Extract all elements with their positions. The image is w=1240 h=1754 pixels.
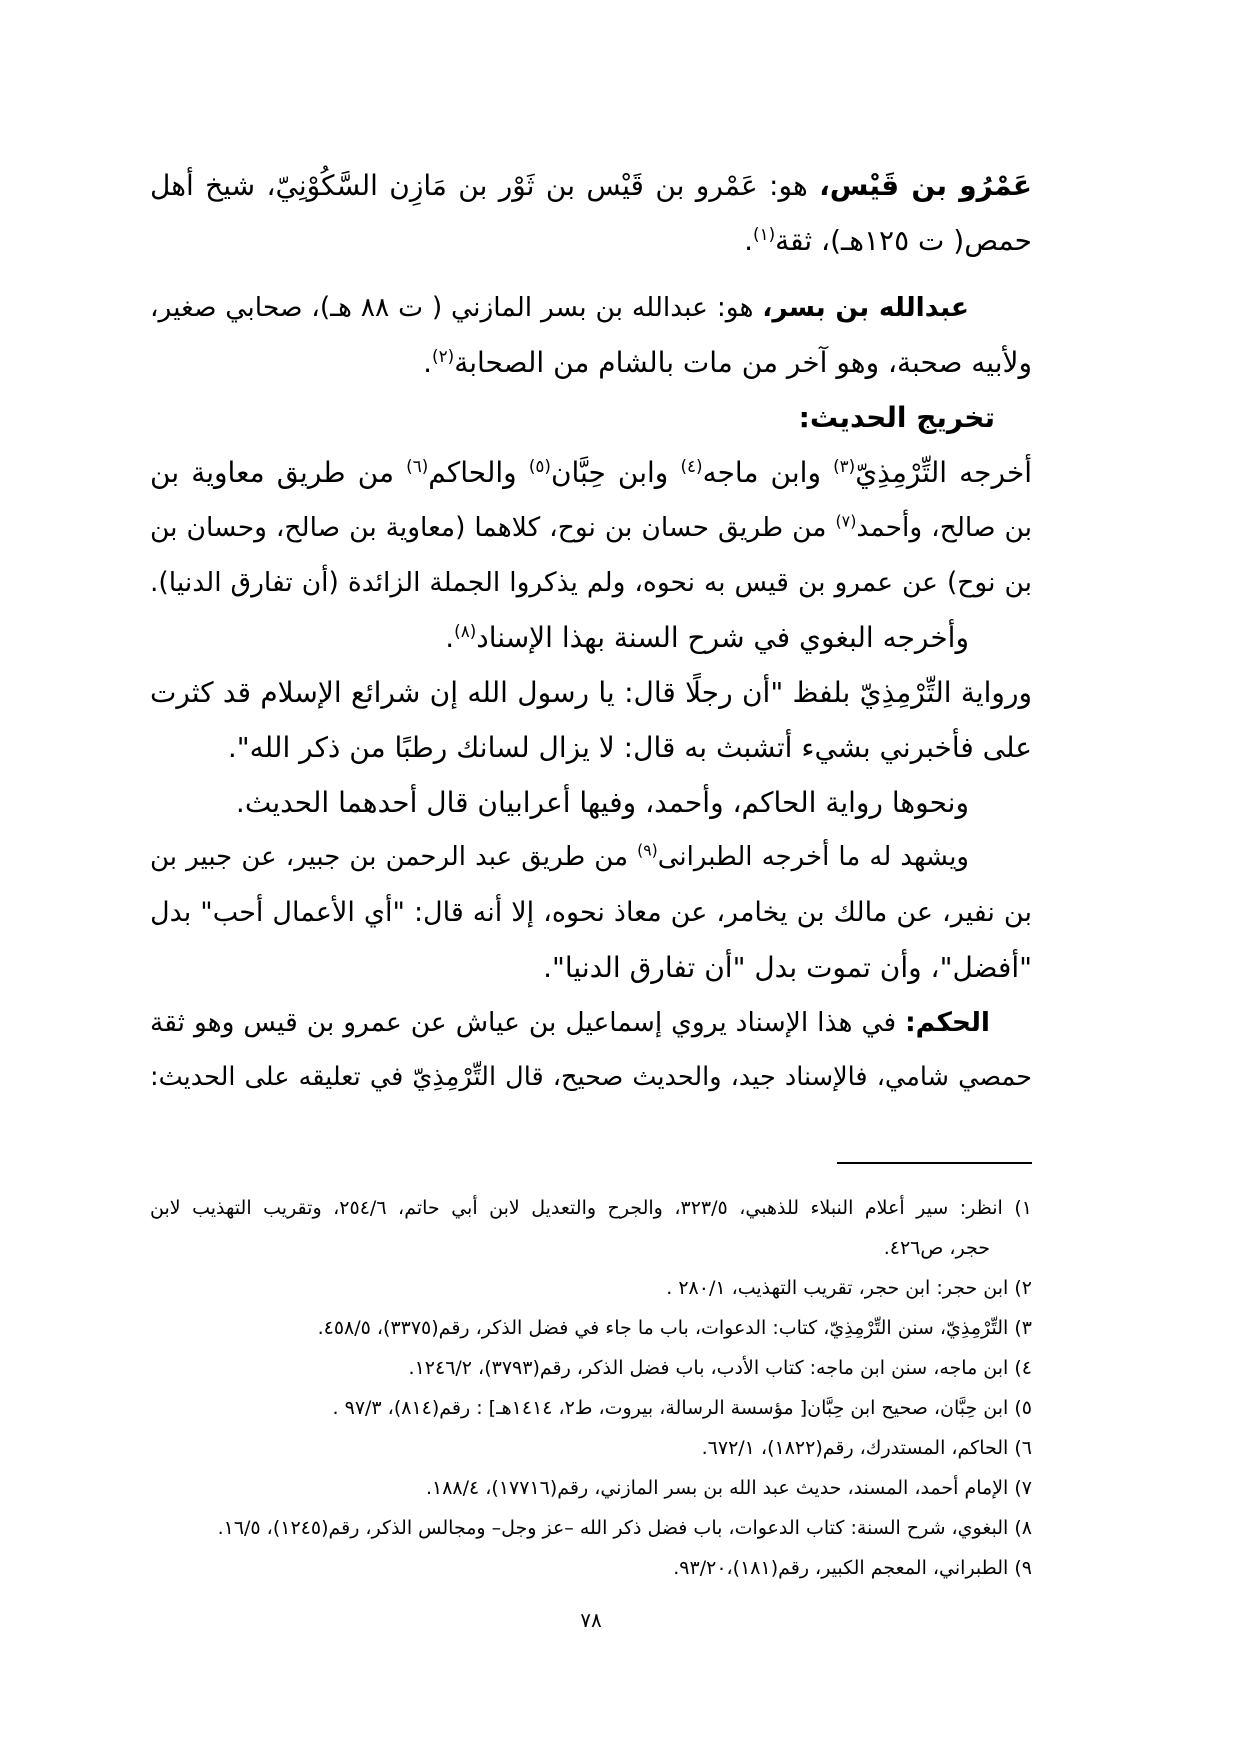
text-run: بن صالح، وأحمد — [856, 512, 1033, 543]
text-line — [150, 555, 1032, 610]
paragraph-hakim-ahmad — [150, 775, 1032, 830]
text-run: والحاكم — [428, 456, 529, 489]
section-heading: تخريج الحديث: — [798, 401, 995, 434]
narrator-name: عبدالله بن بسر، — [762, 292, 969, 323]
footnote-6: ٦) الحاكم، المستدرك، رقم(١٨٢٢)، ٦٧٢/١. — [701, 1437, 1032, 1459]
text-run: بن نفير، عن مالك بن يخامر، عن معاذ نحوه، إلا أنه قال: "أي الأعمال أحب" بدل — [150, 897, 1032, 928]
footnote-4: ٤) ابن ماجه، سنن ابن ماجه: كتاب الأدب، باب فضل الذكر، رقم(٣٧٩٣)، ١٢٤٦/٢. — [408, 1357, 1032, 1379]
text-run: وابن ماجه — [702, 456, 834, 489]
footnote-separator — [837, 1162, 1032, 1164]
text-run: في هذا الإسناد يروي إسماعيل بن عياش عن عمرو بن قيس وهو ثقة — [150, 1007, 906, 1038]
paragraph-amr-ibn-qays — [150, 158, 1032, 268]
text-line — [150, 940, 1032, 995]
footnote-ref: (٦) — [406, 455, 429, 476]
main-text — [150, 158, 1032, 1105]
footnote-8: ٨) البغوي، شرح السنة: كتاب الدعوات، باب فضل ذكر الله –عز وجل– ومجالس الذكر، رقم(١٢٤٥)، ١٦/٥. — [217, 1517, 1032, 1539]
text-line — [150, 500, 1032, 555]
text-line — [150, 885, 1032, 940]
paragraph-baghawi — [150, 610, 1032, 665]
text-run: . — [423, 346, 433, 379]
text-run: وابن حِبَّان — [550, 456, 681, 489]
text-run: أخرجه التِّرْمِذِيّ — [855, 456, 1033, 489]
text-run: هو: عبدالله بن بسر المازني ( ت ٨٨ هـ)، صحابي صغير، — [150, 292, 763, 323]
footnote-5: ٥) ابن حِبَّان، صحيح ابن حِبَّان[ مؤسسة الرسالة، بيروت، ط٢، ١٤١٤هـ] : رقم(٨١٤)، ٩٧/٣ . — [332, 1397, 1032, 1419]
text-run: من طريق عبد الرحمن بن جبير، عن جبير بن — [150, 842, 638, 872]
text-line — [150, 1050, 1032, 1105]
footnote-1-continuation: حجر، ص٤٢٦. — [883, 1237, 990, 1259]
text-run: من طريق معاوية بن — [150, 456, 407, 489]
footnote-2: ٢) ابن حجر: ابن حجر، تقريب التهذيب، ٢٨٠/١ . — [666, 1277, 1032, 1299]
text-line — [150, 830, 1032, 885]
footnote-ref: (٩) — [637, 841, 658, 860]
text-run: بن نوح) عن عمرو بن قيس به نحوه، ولم يذكروا الجملة الزائدة (أن تفارق الدنيا). — [150, 567, 1032, 598]
text-run: على فأخبرني بشيء أتشبث به قال: لا يزال لسانك رطبًا من ذكر الله". — [227, 731, 1032, 764]
text-run: . — [445, 621, 455, 654]
text-line — [150, 995, 1032, 1050]
footnote-9: ٩) الطبراني، المعجم الكبير، رقم(١٨١)،٩٣/٢٠. — [673, 1557, 1032, 1579]
narrator-name: عَمْرُو بن قَيْس، — [819, 169, 1032, 202]
footnote-3: ٣) التِّرْمِذِيّ، سنن التِّرْمِذِيّ، كتاب: الدعوات، باب ما جاء في فضل الذكر، رقم(٣٣٧٥)، ٤٥٨/٥. — [317, 1317, 1032, 1339]
text-run: حمصي شامي، فالإسناد جيد، والحديث صحيح، قال التِّرْمِذِيّ في تعليقه على الحديث: — [150, 1062, 1032, 1092]
text-run: ولأبيه صحبة، وهو آخر من مات بالشام من الصحابة — [454, 346, 1032, 379]
text-run: هو: عَمْرو بن قَيْس بن ثَوْر بن مَازِن السَّكُوْنِيّ، شيخ أهل — [150, 169, 820, 202]
text-run: حمص( ت ١٢٥هـ)، ثقة — [775, 224, 1032, 257]
text-run: وأخرجه البغوي في شرح السنة بهذا الإسناد — [476, 621, 969, 654]
text-run: . — [744, 224, 754, 257]
footnote-ref: (٨) — [454, 620, 477, 641]
footnote-1: ١) انظر: سير أعلام النبلاء للذهبي، ٣٢٣/٥، والجرح والتعديل لابن أبي حاتم، ٢٥٤/٦، وتقريب التهذيب لابن — [150, 1197, 1032, 1219]
text-line — [150, 610, 1032, 665]
text-line — [150, 280, 1032, 335]
paragraph-takhrij — [150, 445, 1032, 610]
footnote-ref: (٣) — [833, 455, 856, 476]
text-run: ورواية التِّرْمِذِيّ بلفظ "أن رجلًا قال: يا رسول الله إن شرائع الإسلام قد كثرت — [150, 676, 1032, 709]
text-line — [150, 158, 1032, 213]
text-run: "أفضل"، وأن تموت بدل "أن تفارق الدنيا". — [543, 951, 1032, 984]
text-run: ونحوها رواية الحاكم، وأحمد، وفيها أعرابيان قال أحدهما الحديث. — [235, 786, 969, 819]
ruling-label: الحكم: — [905, 1007, 990, 1038]
footnote-ref: (٤) — [680, 455, 703, 476]
text-line — [150, 445, 1032, 500]
paragraph-hukm — [150, 995, 1032, 1105]
footnote-ref: (٥) — [528, 455, 551, 476]
page-number: ٧٨ — [580, 1608, 602, 1632]
footnote-ref: (١) — [753, 223, 776, 244]
text-line — [150, 775, 1032, 830]
paragraph-tirmidhi-wording — [150, 665, 1032, 775]
footnotes — [150, 1188, 1032, 1588]
footnote-ref: (٧) — [835, 511, 857, 531]
paragraph-abdullah-ibn-busr — [150, 280, 1032, 390]
text-run: ويشهد له ما أخرجه الطبرانى — [657, 842, 969, 872]
paragraph-shahid-tabarani — [150, 830, 1032, 995]
text-line — [150, 720, 1032, 775]
text-line — [150, 665, 1032, 720]
text-line — [150, 335, 1032, 390]
footnote-ref: (٢) — [432, 345, 455, 366]
text-line — [150, 213, 1032, 268]
text-run: من طريق حسان بن نوح، كلاهما (معاوية بن صالح، وحسان بن — [150, 512, 836, 543]
footnote-7: ٧) الإمام أحمد، المسند، حديث عبد الله بن بسر المازني، رقم(١٧٧١٦)، ١٨٨/٤. — [425, 1477, 1032, 1499]
